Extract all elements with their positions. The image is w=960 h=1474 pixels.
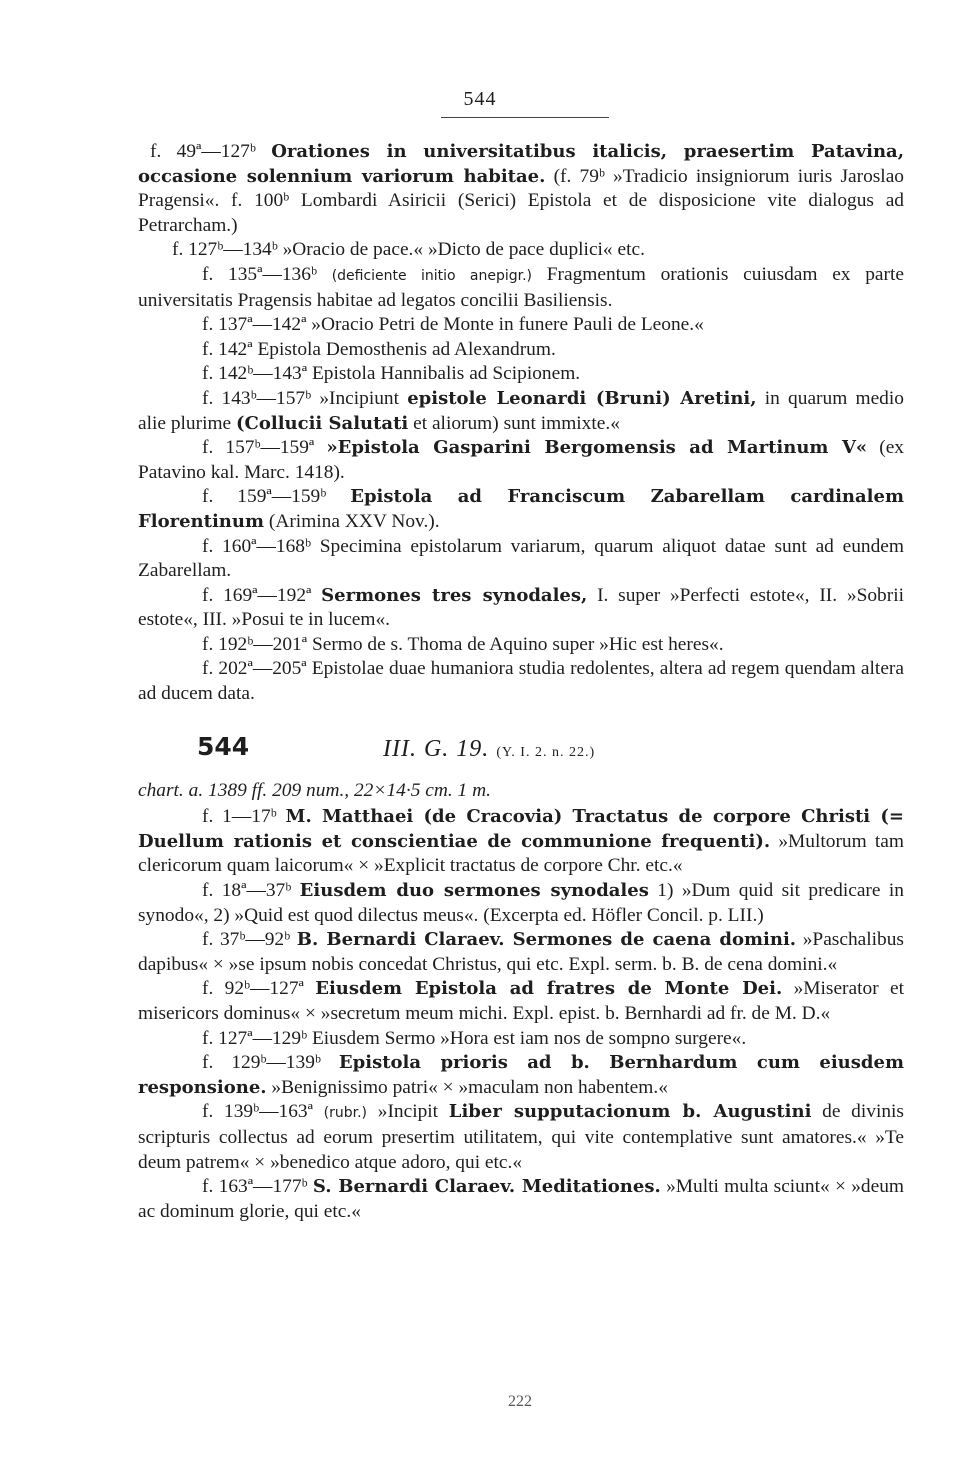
page-number-top: 544 [463,88,497,110]
entry: f. 169ª—192ª Sermones tres synodales, I. super »Perfecti estote«, II. »Sobrii estote«, III. »Posui te in lucem«. [138,584,904,631]
entry: f. 137ª—142ª »Oracio Petri de Monte in funere Pauli de Leone.« [202,314,704,336]
entry: f. 127ᵇ—134ᵇ »Oracio de pace.« »Dicto de pace duplici« etc. [172,239,645,261]
entry: f. 139ᵇ—163ª (rubr.) »Incipit Liber supputacionum b. Augustini de divinis scripturis collectus ad eorum presertim utilitatem, qui vite contemplative sunt amatores.« »Te deum patrem« × »benedico atque adoro, qui etc.« [138,1101,904,1173]
entry: f. 18ª—37ᵇ Eiusdem duo sermones synodales 1) »Dum quid sit predicare in synodo«, 2) »Quid est quod dilectus meus«. (Excerpta ed. Höfler Concil. p. LII.) [138,880,904,926]
header-rule [441,117,609,118]
entry: f. 202ª—205ª Epistolae duae humaniora studia redolentes, altera ad regem quendam altera ad ducem data. [138,658,904,705]
manuscript-description: chart. a. 1389 ff. 209 num., 22×14·5 cm. 1 m. [138,779,491,801]
entry: f. 127ª—129ᵇ Eiusdem Sermo »Hora est iam nos de sompno surgere«. [202,1027,747,1049]
catalog-text [138,140,904,1224]
entry: f. 49ª—127ᵇ Orationes in universitatibus italicis, praesertim Patavina, occasione solennium variorum habitae. (f. 79ᵇ »Tradicio insigniorum iuris Jaroslao Pragensi«. f. 100ᵇ Lombardi Asiricii (Serici) Epistola et de disposicione vite dialogus ad Petrarcham.) [138,141,904,236]
entry: f. 163ª—177ᵇ S. Bernardi Claraev. Meditationes. »Multi multa sciunt« × »deum ac dominum glorie, qui etc.« [138,1176,904,1222]
manuscript-signature: III. G. 19. (Y. I. 2. n. 22.) [383,735,596,762]
entry: f. 157ᵇ—159ª »Epistola Gasparini Bergomensis ad Martinum V« (ex Patavino kal. Marc. 1418). [138,437,904,483]
entry: f. 37ᵇ—92ᵇ B. Bernardi Claraev. Sermones de caena domini. »Paschalibus dapibus« × »se ipsum nobis concedat Christus, qui etc. Expl. serm. b. B. de cena domini.« [138,929,904,975]
entry: f. 192ᵇ—201ª Sermo de s. Thoma de Aquino super »Hic est heres«. [202,633,724,655]
entry: f. 160ª—168ᵇ Specimina epistolarum variarum, quarum aliquot datae sunt ad eundem Zabarellam. [138,535,904,582]
entry: f. 143ᵇ—157ᵇ »Incipiunt epistole Leonardi (Bruni) Aretini, in quarum medio alie plurime (Collucii Salutati et aliorum) sunt immixte.« [138,387,904,434]
page-number-bottom: 222 [508,1393,532,1410]
entry: f. 1—17ᵇ M. Matthaei (de Cracovia) Tractatus de corpore Christi (= Duellum rationis et conscientiae de communione frequenti). »Multorum tam clericorum quam laicorum« × »Explicit tractatus de corpore Chr. etc.« [138,806,904,877]
entry: f. 142ᵇ—143ª Epistola Hannibalis ad Scipionem. [202,363,581,385]
entry: f. 142ª Epistola Demosthenis ad Alexandrum. [202,338,556,360]
entry: f. 135ª—136ᵇ (deficiente initio anepigr.) Fragmentum orationis cuiusdam ex parte universitatis Pragensis habitae ad legatos concilii Basiliensis. [138,263,904,311]
manuscript-number: 544 [197,731,250,761]
entry: f. 129ᵇ—139ᵇ Epistola prioris ad b. Bernhardum cum eiusdem responsione. »Benignissimo patri« × »maculam non habentem.« [138,1052,904,1098]
entry: f. 159ª—159ᵇ Epistola ad Franciscum Zabarellam cardinalem Florentinum (Arimina XXV Nov.). [138,486,904,532]
manuscript-heading [138,729,904,779]
entry: f. 92ᵇ—127ª Eiusdem Epistola ad fratres de Monte Dei. »Miserator et misericors dominus« × »secretum meum michi. Expl. epist. b. Bernhardi ad fr. de M. D.« [138,978,904,1024]
